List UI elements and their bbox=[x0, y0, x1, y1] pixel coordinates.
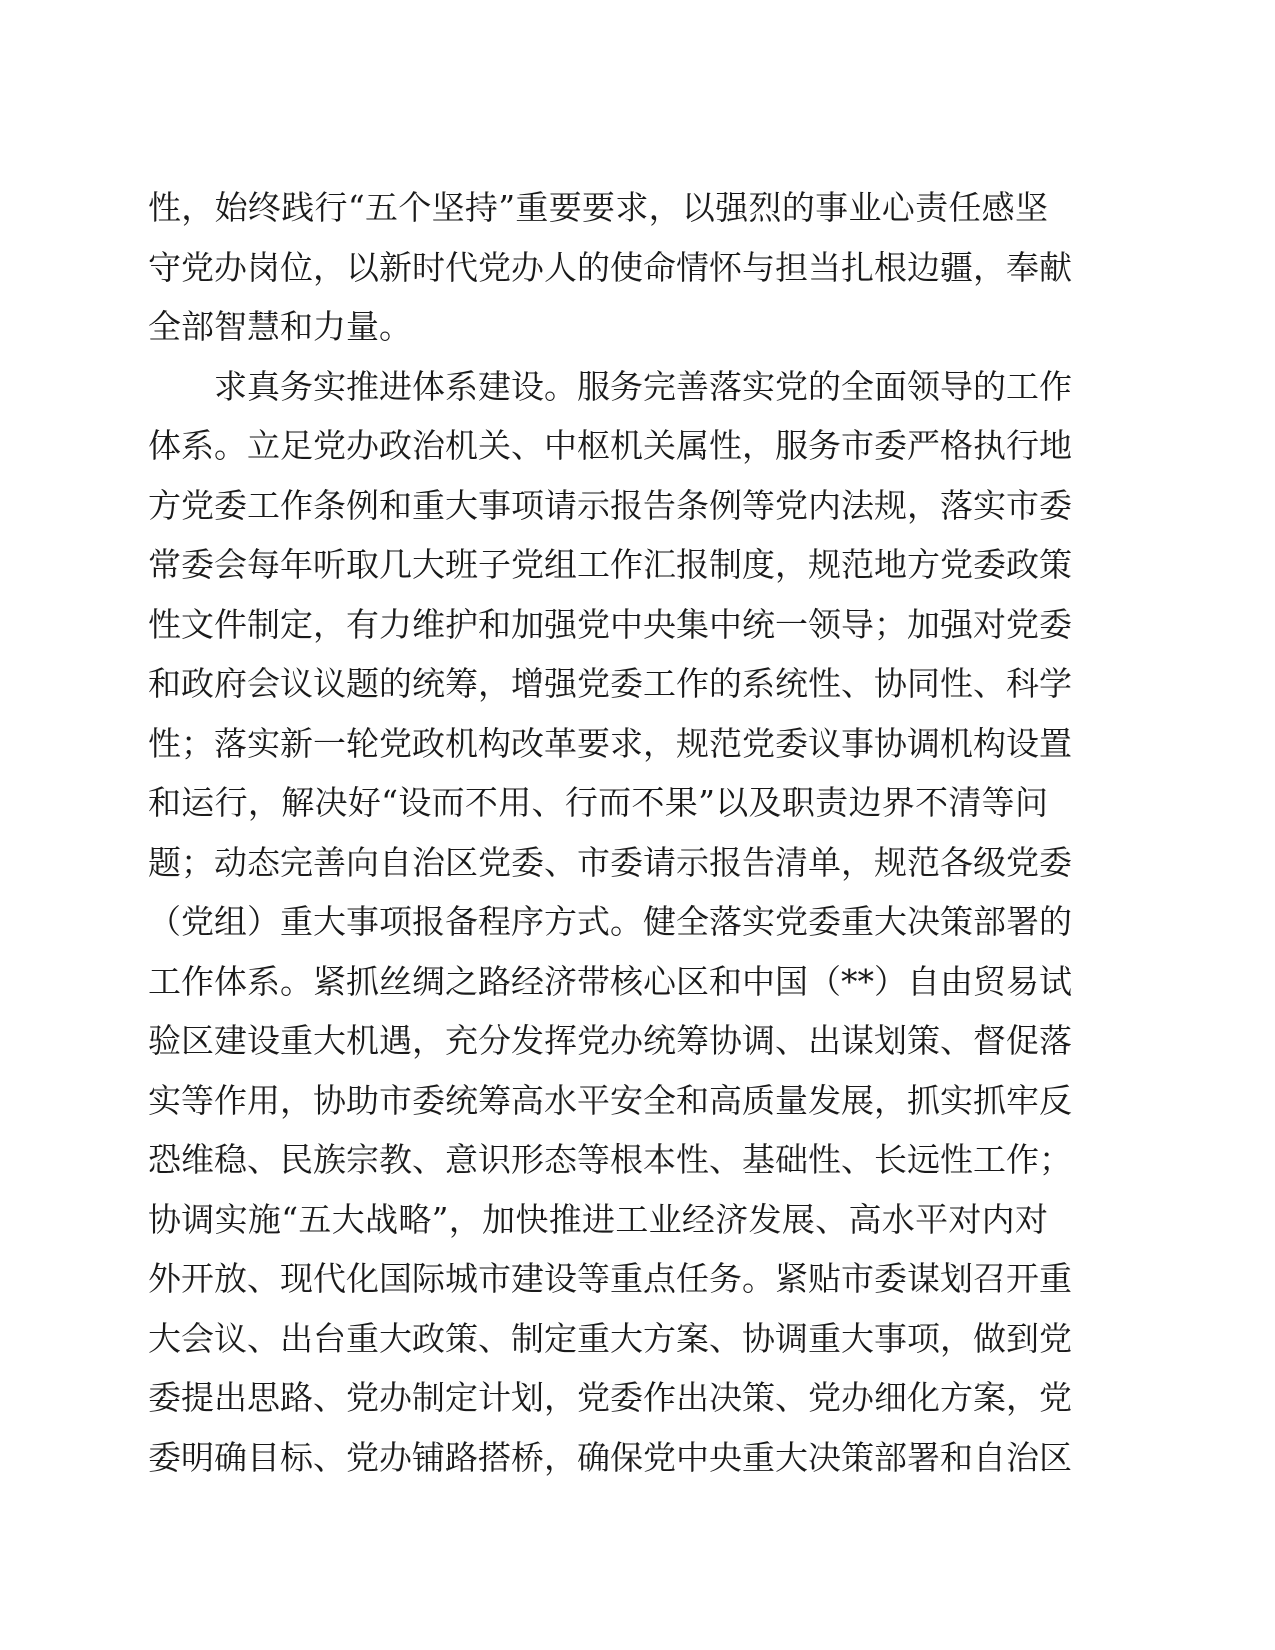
text-line: 题；动态完善向自治区党委、市委请示报告清单，规范各级党委 bbox=[148, 842, 1072, 882]
text-line: 和运行，解决好“设而不用、行而不果”以及职责边界不清等问 bbox=[148, 783, 1048, 822]
text-line: 外开放、现代化国际城市建设等重点任务。紧贴市委谋划召开重 bbox=[148, 1259, 1072, 1298]
text-line: 守党办岗位，以新时代党办人的使命情怀与担当扎根边疆，奉献 bbox=[148, 247, 1072, 287]
text-line: 大会议、出台重大政策、制定重大方案、协调重大事项，做到党 bbox=[148, 1318, 1072, 1358]
text-line: 全部智慧和力量。 bbox=[148, 307, 412, 346]
text-line: 恐维稳、民族宗教、意识形态等根本性、基础性、长远性工作； bbox=[148, 1140, 1072, 1179]
paragraph-heading-line: 求真务实推进体系建设。服务完善落实党的全面领导的工作 bbox=[214, 366, 1072, 406]
text-line: 委提出思路、党办制定计划，党委作出决策、党办细化方案，党 bbox=[148, 1378, 1072, 1417]
text-line: 验区建设重大机遇，充分发挥党办统筹协调、出谋划策、督促落 bbox=[148, 1021, 1072, 1060]
text-line: 实等作用，协助市委统筹高水平安全和高质量发展，抓实抓牢反 bbox=[148, 1080, 1072, 1120]
text-line: （党组）重大事项报备程序方式。健全落实党委重大决策部署的 bbox=[148, 902, 1072, 941]
text-line: 工作体系。紧抓丝绸之路经济带核心区和中国（**）自由贸易试 bbox=[148, 961, 1072, 1001]
text-line: 和政府会议议题的统筹，增强党委工作的系统性、协同性、科学 bbox=[148, 664, 1072, 703]
body-text bbox=[148, 178, 1072, 1487]
text-line: 协调实施“五大战略”，加快推进工业经济发展、高水平对内对 bbox=[148, 1199, 1048, 1239]
text-line: 委明确目标、党办铺路搭桥，确保党中央重大决策部署和自治区 bbox=[148, 1437, 1072, 1477]
text-line: 体系。立足党办政治机关、中枢机关属性，服务市委严格执行地 bbox=[148, 426, 1072, 465]
text-line: 性，始终践行“五个坚持”重要要求，以强烈的事业心责任感坚 bbox=[148, 188, 1048, 227]
text-line: 方党委工作条例和重大事项请示报告条例等党内法规，落实市委 bbox=[148, 485, 1072, 525]
text-line: 性；落实新一轮党政机构改革要求，规范党委议事协调机构设置 bbox=[148, 723, 1072, 763]
text-line: 性文件制定，有力维护和加强党中央集中统一领导；加强对党委 bbox=[148, 604, 1072, 644]
text-line: 常委会每年听取几大班子党组工作汇报制度，规范地方党委政策 bbox=[148, 545, 1072, 584]
